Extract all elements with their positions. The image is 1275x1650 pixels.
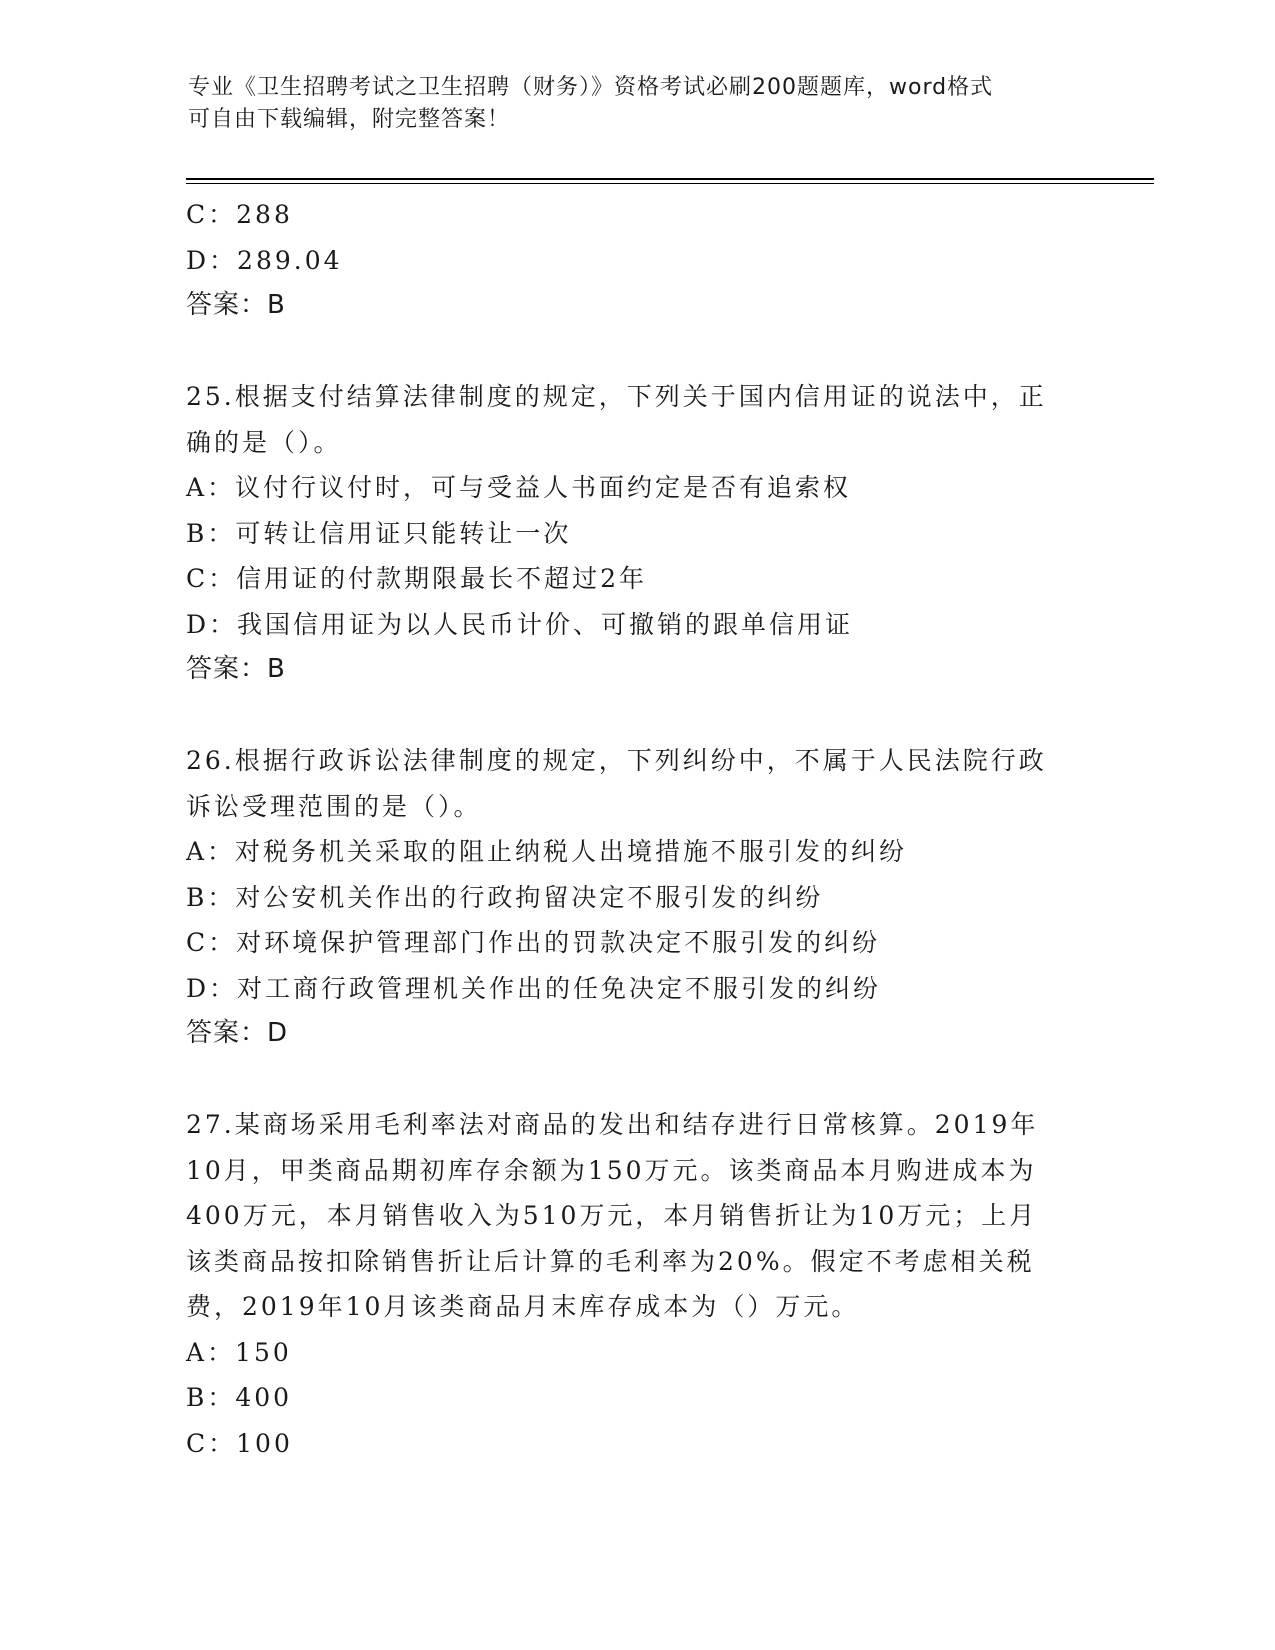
option-b: B：400: [186, 1383, 293, 1412]
question-stem-line: 26.根据行政诉讼法律制度的规定，下列纠纷中，不属于人民法院行政: [186, 746, 1047, 775]
option-c: C：100: [186, 1428, 293, 1458]
option-b: B：对公安机关作出的行政拘留决定不服引发的纠纷: [186, 882, 824, 912]
spacer: [186, 1057, 1066, 1103]
option-d: D：对工商行政管理机关作出的任免决定不服引发的纠纷: [186, 973, 882, 1003]
option-b: B：可转让信用证只能转让一次: [186, 518, 572, 548]
question-stem-line: 该类商品按扣除销售折让后计算的毛利率为20%。假定不考虑相关税: [186, 1246, 1035, 1276]
option-d: D：我国信用证为以人民币计价、可撤销的跟单信用证: [186, 609, 854, 639]
spacer: [186, 693, 1066, 739]
option-c: C：对环境保护管理部门作出的罚款决定不服引发的纠纷: [186, 928, 881, 957]
question-stem-line: 27.某商场采用毛利率法对商品的发出和结存进行日常核算。2019年: [186, 1110, 1039, 1139]
option-a: A：150: [186, 1337, 292, 1367]
answer-line: 答案：B: [186, 654, 286, 684]
question-27: [186, 1102, 1066, 1466]
question-stem-line: 400万元，本月销售收入为510万元，本月销售折让为10万元；上月: [186, 1201, 1038, 1230]
question-stem-line: 10月，甲类商品期初库存余额为150万元。该类商品本月购进成本为: [186, 1155, 1037, 1185]
header-rule-thin: [186, 183, 1154, 184]
question-25: [186, 374, 1066, 693]
option-a: A：对税务机关采取的阻止纳税人出境措施不服引发的纠纷: [186, 837, 908, 866]
question-stem-line: 确的是（）。: [186, 427, 342, 457]
header-title-line-1: 专业《卫生招聘考试之卫生招聘（财务）》资格考试必刷200题题库，word格式: [188, 75, 994, 100]
question-stem-line: 25.根据支付结算法律制度的规定，下列关于国内信用证的说法中，正: [186, 382, 1047, 411]
document-body: [186, 192, 1066, 1466]
page-header: [188, 72, 1068, 136]
question-stem-line: 费，2019年10月该类商品月末库存成本为（）万元。: [186, 1292, 860, 1321]
header-title-line-2: 可自由下载编辑，附完整答案！: [188, 107, 511, 132]
answer-line: 答案：D: [186, 1018, 289, 1048]
option-c: C：288: [186, 200, 293, 229]
answer-line: 答案：B: [186, 290, 286, 320]
spacer: [186, 329, 1066, 375]
question-26: [186, 738, 1066, 1057]
option-d: D：289.04: [186, 245, 343, 275]
previous-question-tail: [186, 192, 1066, 329]
option-c: C：信用证的付款期限最长不超过2年: [186, 564, 648, 593]
option-a: A：议付行议付时，可与受益人书面约定是否有追索权: [186, 473, 852, 502]
question-stem-line: 诉讼受理范围的是（）。: [186, 791, 482, 821]
header-rule-thick: [186, 178, 1154, 180]
